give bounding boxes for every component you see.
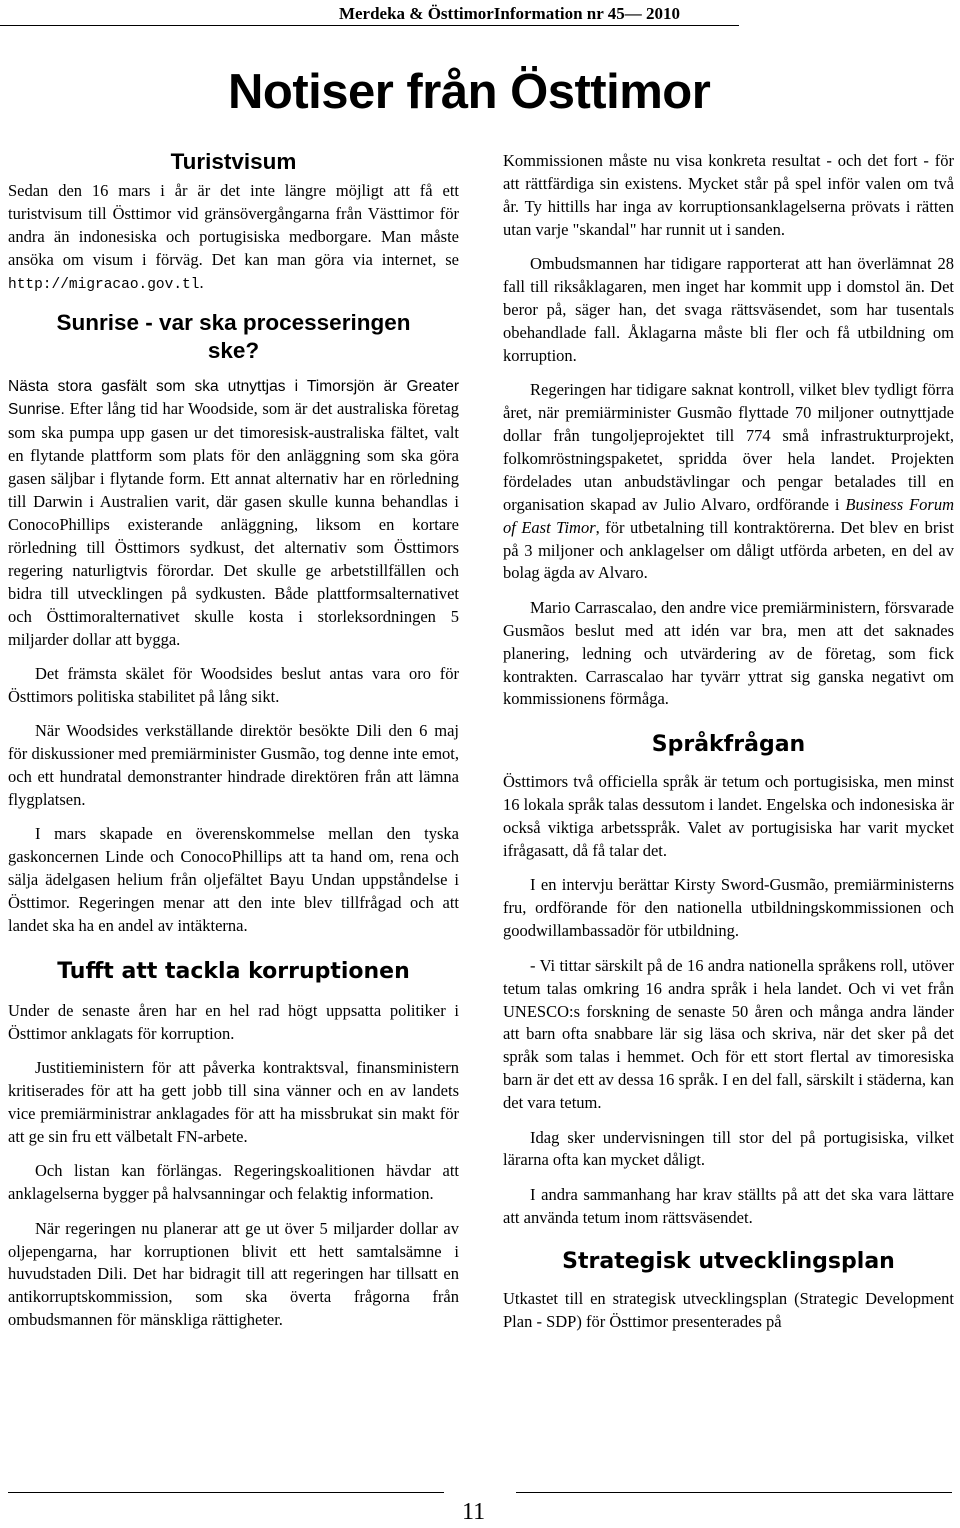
right-column [503,150,954,1333]
right-paragraph-3-b: , för utbetalning till kontraktörerna. Det blev en brist på 3 miljoner och anklagelser om dåligt utförda arbeten, en del av bolag ägda av Alvaro. [503,517,954,583]
tufft-paragraph-4: När regeringen nu planerar att ge ut över 5 miljarder dollar av oljepengarna, har korruptionen blivit ett hett samtalsämne i huvudstaden Dili. Det har bidragit till att regeringen har tillsatt en antikorruptskommission, som ska överta frågorna från ombudsmannen för mänskliga rättigheter. [8,1218,459,1330]
page-number: 11 [462,1499,486,1525]
heading-tufft: Tufft att tackla korruptionen [57,958,410,984]
migracao-link[interactable]: http://migracao.gov.tl [8,276,200,293]
heading-turistvisum: Turistvisum [170,149,297,174]
sunrise-text: Efter lång tid har Woodside, som är det australiska företag som ska pumpa upp gasen ur det timoresisk-australiska fältet, valt en flytande plattform som plats för den anläggning som ska göra gasen säljbar i flytande form. Ett annat alternativ har en rörledning till Darwin i Australien varit, där gasen skulle kunna behandlas i ConocoPhillips existerande anläggning, liksom en kortare rörledning till Östtimors sydkust, det alternativ som Östtimors regering naturligtvis förordar. Det skulle ge arbetstillfällen och bidra till utvecklingen på sydkusten. Både plattformsalternativet och Östtimoralternativet skulle kosta i storleksordningen 5 miljarder dollar att bygga. [8,399,459,649]
footer-rule-right [516,1492,952,1493]
turistvisum-text: Sedan den 16 mars i år är det inte längre möjligt att få ett turistvisum till Östtimor vid gränsövergångarna från Västtimor för andra än indonesiska och portugisiska medborgare. Man måste ansöka om visum i förväg. Det kan man göra via internet, se [8,181,459,269]
heading-strategisk: Strategisk utvecklingsplan [562,1248,895,1274]
right-paragraph-2: Ombudsmannen har tidigare rapporterat att han överlämnat 28 fall till riksåklagaren, men inget har kommit upp i domstol än. Det beror på, säger han, det svaga rättsväsendet, som har tusentals obehandlade fall. Åklagarna måste bli fler och få utbildning om korruption. [503,254,954,365]
business-forum-name: Business Forum of East Timor [503,494,955,537]
turistvisum-end: . [199,272,204,292]
heading-sunrise: Sunrise - var ska processeringen ske? [56,309,411,363]
running-head-text: Merdeka & ÖsttimorInformation nr 45— 2010 [338,4,680,23]
tufft-paragraph-1: Under de senaste åren har en hel rad högt uppsatta politiker i Östtimor anklagats för korruption. [8,1000,459,1043]
running-header [0,0,960,28]
sunrise-lead: Nästa stora gasfält som ska utnyttjas i Timorsjön är Greater Sunrise. [8,377,459,419]
strat-paragraph-1: Utkastet till en strategisk utvecklingsplan (Strategic Development Plan - SDP) för Östtimor presenterades på [503,1288,954,1331]
right-paragraph-3-a: Regeringen har tidigare saknat kontroll, vilket blev tydligt förra året, när premiärminister Gusmão flyttade 70 miljoner outnyttjade dollar från tungoljeprojektet till 774 små infrastrukturprojekt, folkomröstningspaketet, spridda över hela landet. Projekten fördelades utan anbudstävlingar och pengar betalades till en organisation skapad av Julio Alvaro, ordförande i [503,380,954,514]
sunrise-paragraph-3: När Woodsides verkställande direktör besökte Dili den 6 maj för diskussioner med premiärminister Gusmão, tog denne inte emot, och ett hundratal demonstranter hindrade direktören från att lämna flygplatsen. [8,721,459,809]
right-paragraph-1: Kommissionen måste nu visa konkreta resultat - och det fort - för att rättfärdiga sin existens. Mycket står på spel inför valen om två år. Ty hittills har inga av korruptionsanklagelserna prövats i rätten utan varje "skandal" har runnit ut i sanden. [503,151,954,239]
right-paragraph-4: Mario Carrascalao, den andre vice premiärministern, försvarade Gusmãos beslut med att idén var bra, men att det saknades planering, ledning och utvärdering av de företag, som fick kontrakten. Carrascalao har tyvärr yttrat sig ganska negativt om kommissionens förmåga. [503,597,954,709]
footer-rule-left [8,1492,444,1493]
heading-sprakfragan: Språkfrågan [651,732,806,758]
sprak-paragraph-4: Idag sker undervisningen till stor del på portugisiska, vilket lärarna ofta kan mycket dåligt. [503,1127,954,1170]
page-title: Notiser från Östtimor [228,65,711,119]
sprak-paragraph-3: - Vi tittar särskilt på de 16 andra nationella språkens roll, utöver tetum talas omkring 16 andra språk i hela landet. Och vi vet från UNESCO:s forskning de senaste 50 åren och många andra länder att barn ofta snabbare lär sig läsa och skriva, när det sker på det språk som talas i hemmet. Och för ett stort flertal av timoresiska barn är det ett av dessa 16 språk. I en del fall, särskilt i städerna, kan det vara tetum. [503,955,954,1113]
sprak-paragraph-2: I en intervju berättar Kirsty Sword-Gusmão, premiärministerns fru, ordförande för den nationella utbildningskommissionen och goodwillambassadör för utbildning. [503,875,954,941]
tufft-paragraph-2: Justitieministern för att påverka kontraktsval, finansministern kritiserades för att ha gett jobb till sina vänner och en av landets vice premiärministrar anklagades för att ha missbrukat sin makt för att ge sin fru ett välbetalt FN-arbete. [8,1058,459,1146]
right-paragraph-3 [503,379,954,585]
sprak-paragraph-5: I andra sammanhang har krav ställts på att det ska vara lättare att använda tetum inom rättsväsendet. [503,1184,954,1227]
left-column [8,148,459,1332]
sunrise-paragraph-2: Det främsta skälet för Woodsides beslut antas vara oro för Östtimors politiska stabilitet på lång sikt. [8,663,459,706]
tufft-paragraph-3: Och listan kan förlängas. Regeringskoalitionen hävdar att anklagelserna bygger på halvsanningar och felaktig information. [8,1161,459,1204]
sunrise-paragraph-4: I mars skapade en överenskommelse mellan den tyska gaskoncernen Linde och ConocoPhillips att ta hand om, rena och sälja ädelgasen helium från oljefältet Bayu Undan uppståndelse i Östtimor. Regeringen menar att den inte blev tillfrågad och att landet ska ha en andel av intäkterna. [8,824,459,935]
header-rule [0,25,739,26]
sprak-paragraph-1: Östtimors två officiella språk är tetum och portugisiska, men minst 16 lokala språk talas dessutom i landet. Engelska och indonesiska är också viktiga arbetsspråk. Valet av portugisiska har varit mycket ifrågasatt, då få talar det. [503,772,954,861]
sunrise-paragraph [8,375,459,652]
turistvisum-paragraph [8,180,459,297]
